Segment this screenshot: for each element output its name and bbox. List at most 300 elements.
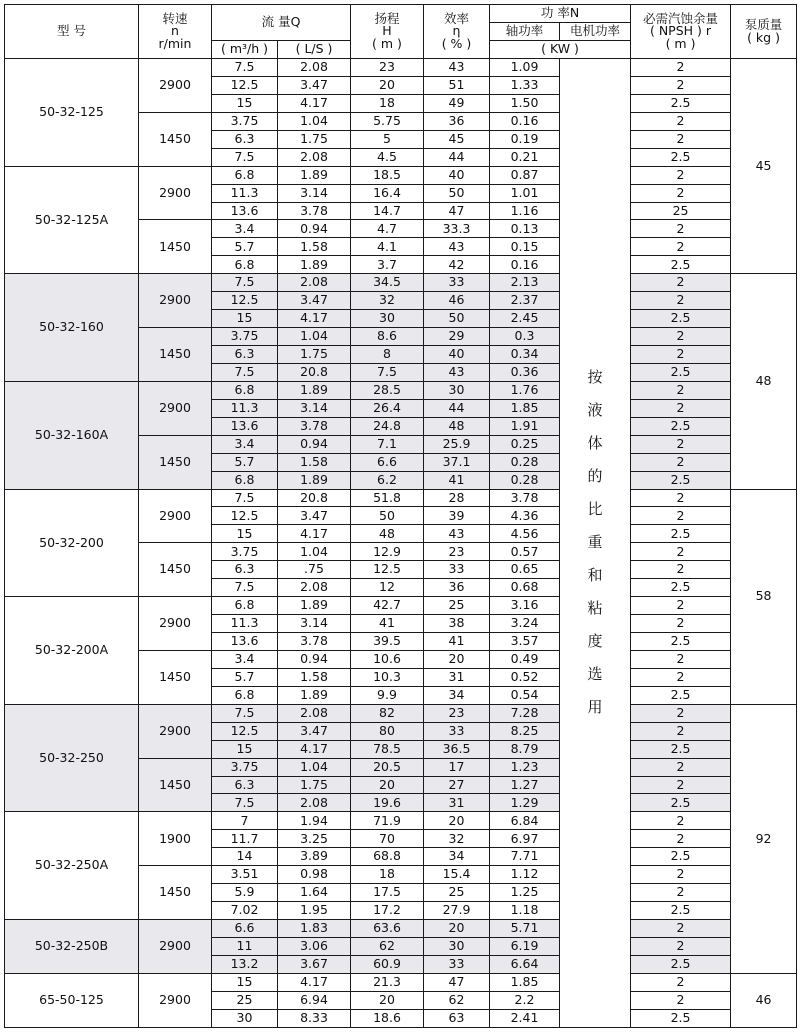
speed-cell: 2900	[139, 597, 212, 651]
value-h: 18	[351, 866, 424, 884]
value-npsh: 2	[631, 937, 731, 955]
speed-cell: 2900	[139, 381, 212, 435]
speed-cell: 1450	[139, 435, 212, 489]
value-npsh: 2	[631, 220, 731, 238]
value-ls: 1.64	[278, 884, 351, 902]
value-q: 12.5	[212, 292, 278, 310]
speed-cell: 1450	[139, 112, 212, 166]
value-q: 6.3	[212, 776, 278, 794]
header-model: 型 号	[5, 5, 139, 59]
value-ls: 4.17	[278, 94, 351, 112]
value-eff: 27.9	[424, 902, 490, 920]
value-q: 11	[212, 937, 278, 955]
speed-cell: 1450	[139, 328, 212, 382]
value-ls: 4.17	[278, 310, 351, 328]
value-ls: 1.89	[278, 166, 351, 184]
table-row	[5, 704, 797, 722]
value-npsh: 2	[631, 507, 731, 525]
value-eff: 62	[424, 991, 490, 1009]
value-h: 3.7	[351, 256, 424, 274]
value-eff: 25	[424, 597, 490, 615]
value-p: 0.54	[490, 686, 560, 704]
value-q: 11.7	[212, 830, 278, 848]
value-p: 0.34	[490, 346, 560, 364]
value-p: 1.25	[490, 884, 560, 902]
value-npsh: 2	[631, 668, 731, 686]
value-q: 6.8	[212, 471, 278, 489]
model-cell: 50-32-250B	[5, 920, 139, 974]
value-ls: 1.04	[278, 328, 351, 346]
value-p: 4.56	[490, 525, 560, 543]
value-q: 7.5	[212, 148, 278, 166]
value-h: 4.7	[351, 220, 424, 238]
value-q: 15	[212, 525, 278, 543]
value-q: 6.3	[212, 130, 278, 148]
value-eff: 46	[424, 292, 490, 310]
speed-cell: 1450	[139, 543, 212, 597]
value-q: 7.5	[212, 579, 278, 597]
value-p: 0.21	[490, 148, 560, 166]
pump-performance-table	[4, 4, 797, 1028]
value-p: 0.87	[490, 166, 560, 184]
value-npsh: 2.5	[631, 740, 731, 758]
value-h: 78.5	[351, 740, 424, 758]
value-eff: 30	[424, 937, 490, 955]
value-q: 11.3	[212, 399, 278, 417]
value-npsh: 2.5	[631, 1009, 731, 1027]
value-q: 6.8	[212, 381, 278, 399]
value-npsh: 2	[631, 561, 731, 579]
value-h: 8	[351, 346, 424, 364]
value-q: 3.75	[212, 543, 278, 561]
value-ls: 2.08	[278, 59, 351, 77]
value-p: 3.57	[490, 633, 560, 651]
value-q: 15	[212, 94, 278, 112]
value-eff: 50	[424, 184, 490, 202]
value-ls: 20.8	[278, 363, 351, 381]
value-eff: 44	[424, 148, 490, 166]
header-efficiency: 效率 η ( % )	[424, 5, 490, 59]
speed-cell: 1900	[139, 812, 212, 866]
value-eff: 20	[424, 920, 490, 938]
value-q: 25	[212, 991, 278, 1009]
value-eff: 47	[424, 973, 490, 991]
mass-cell: 48	[731, 274, 797, 489]
value-eff: 29	[424, 328, 490, 346]
mass-cell: 46	[731, 973, 797, 1027]
value-npsh: 2.5	[631, 848, 731, 866]
value-p: 7.71	[490, 848, 560, 866]
value-npsh: 2	[631, 704, 731, 722]
value-q: 13.6	[212, 633, 278, 651]
value-npsh: 2	[631, 830, 731, 848]
value-p: 0.25	[490, 435, 560, 453]
value-eff: 31	[424, 794, 490, 812]
value-h: 18.5	[351, 166, 424, 184]
value-ls: 1.89	[278, 381, 351, 399]
value-ls: 2.08	[278, 704, 351, 722]
value-eff: 33	[424, 561, 490, 579]
value-npsh: 2	[631, 489, 731, 507]
value-q: 3.51	[212, 866, 278, 884]
value-q: 5.7	[212, 668, 278, 686]
mass-cell: 58	[731, 489, 797, 704]
value-h: 68.8	[351, 848, 424, 866]
value-h: 26.4	[351, 399, 424, 417]
value-h: 9.9	[351, 686, 424, 704]
value-ls: 1.89	[278, 686, 351, 704]
model-cell: 50-32-160	[5, 274, 139, 382]
value-eff: 25.9	[424, 435, 490, 453]
table-body	[5, 59, 797, 1028]
value-q: 15	[212, 310, 278, 328]
value-p: 0.19	[490, 130, 560, 148]
value-h: 20	[351, 991, 424, 1009]
value-npsh: 2	[631, 991, 731, 1009]
value-eff: 23	[424, 704, 490, 722]
value-h: 50	[351, 507, 424, 525]
value-q: 13.6	[212, 202, 278, 220]
value-eff: 33	[424, 955, 490, 973]
value-ls: 3.47	[278, 76, 351, 94]
value-eff: 15.4	[424, 866, 490, 884]
value-eff: 48	[424, 417, 490, 435]
speed-cell: 2900	[139, 274, 212, 328]
header-mass: 泵质量 ( kg )	[731, 5, 797, 59]
value-eff: 36	[424, 579, 490, 597]
value-p: 1.12	[490, 866, 560, 884]
value-h: 17.2	[351, 902, 424, 920]
value-ls: 2.08	[278, 148, 351, 166]
value-p: 0.28	[490, 453, 560, 471]
mass-cell: 45	[731, 59, 797, 274]
value-h: 14.7	[351, 202, 424, 220]
value-p: 6.97	[490, 830, 560, 848]
value-q: 7.5	[212, 59, 278, 77]
value-p: 1.85	[490, 399, 560, 417]
value-p: 1.33	[490, 76, 560, 94]
value-p: 0.13	[490, 220, 560, 238]
model-cell: 50-32-125A	[5, 166, 139, 274]
header-npsh: 必需汽蚀余量 ( NPSH ) r ( m )	[631, 5, 731, 59]
header-head: 扬程 H ( m )	[351, 5, 424, 59]
value-eff: 23	[424, 543, 490, 561]
value-h: 42.7	[351, 597, 424, 615]
value-h: 62	[351, 937, 424, 955]
table-row	[5, 489, 797, 507]
model-cell: 50-32-160A	[5, 381, 139, 489]
value-ls: 1.94	[278, 812, 351, 830]
value-h: 18	[351, 94, 424, 112]
value-ls: 1.95	[278, 902, 351, 920]
motor-power-note-char: 度	[587, 632, 603, 651]
value-p: 0.68	[490, 579, 560, 597]
value-p: 0.57	[490, 543, 560, 561]
value-npsh: 2	[631, 435, 731, 453]
value-q: 5.9	[212, 884, 278, 902]
value-p: 5.71	[490, 920, 560, 938]
motor-power-note-char: 粘	[587, 599, 603, 618]
value-eff: 47	[424, 202, 490, 220]
value-eff: 40	[424, 166, 490, 184]
value-npsh: 2	[631, 76, 731, 94]
value-h: 51.8	[351, 489, 424, 507]
value-h: 6.2	[351, 471, 424, 489]
value-eff: 31	[424, 668, 490, 686]
value-q: 3.4	[212, 435, 278, 453]
value-p: 0.65	[490, 561, 560, 579]
value-ls: 2.08	[278, 579, 351, 597]
value-p: 3.78	[490, 489, 560, 507]
motor-power-note-char: 的	[587, 467, 603, 486]
table-row	[5, 274, 797, 292]
value-npsh: 2.5	[631, 525, 731, 543]
value-ls: 1.89	[278, 597, 351, 615]
value-p: 2.45	[490, 310, 560, 328]
value-h: 5.75	[351, 112, 424, 130]
value-npsh: 2	[631, 812, 731, 830]
model-cell: 50-32-250	[5, 704, 139, 812]
speed-cell: 1450	[139, 758, 212, 812]
pump-performance-table-container	[4, 4, 797, 1028]
value-ls: 0.94	[278, 220, 351, 238]
value-eff: 20	[424, 812, 490, 830]
value-h: 20	[351, 776, 424, 794]
speed-cell: 2900	[139, 489, 212, 543]
value-h: 32	[351, 292, 424, 310]
value-q: 3.75	[212, 758, 278, 776]
value-ls: 3.47	[278, 292, 351, 310]
motor-power-note-char: 用	[587, 698, 603, 717]
motor-power-note-text	[560, 370, 630, 715]
value-ls: 3.67	[278, 955, 351, 973]
value-npsh: 2	[631, 292, 731, 310]
value-npsh: 2	[631, 866, 731, 884]
value-ls: 3.14	[278, 399, 351, 417]
speed-cell: 1450	[139, 220, 212, 274]
table-row	[5, 812, 797, 830]
model-cell: 50-32-250A	[5, 812, 139, 920]
value-p: 2.37	[490, 292, 560, 310]
value-npsh: 2	[631, 328, 731, 346]
value-p: 1.09	[490, 59, 560, 77]
value-ls: 3.89	[278, 848, 351, 866]
value-eff: 43	[424, 238, 490, 256]
value-h: 10.3	[351, 668, 424, 686]
value-npsh: 2.5	[631, 94, 731, 112]
value-h: 17.5	[351, 884, 424, 902]
value-q: 13.6	[212, 417, 278, 435]
value-h: 23	[351, 59, 424, 77]
value-p: 3.16	[490, 597, 560, 615]
value-q: 3.4	[212, 220, 278, 238]
value-h: 60.9	[351, 955, 424, 973]
motor-power-note-char: 按	[587, 368, 603, 387]
value-ls: 3.78	[278, 633, 351, 651]
value-p: 1.29	[490, 794, 560, 812]
value-h: 30	[351, 310, 424, 328]
value-npsh: 2.5	[631, 633, 731, 651]
motor-power-note-char: 液	[587, 401, 603, 420]
value-eff: 27	[424, 776, 490, 794]
value-p: 2.2	[490, 991, 560, 1009]
value-ls: 1.75	[278, 776, 351, 794]
value-h: 24.8	[351, 417, 424, 435]
value-eff: 28	[424, 489, 490, 507]
value-ls: 2.08	[278, 794, 351, 812]
value-ls: 0.94	[278, 435, 351, 453]
value-h: 18.6	[351, 1009, 424, 1027]
value-npsh: 25	[631, 202, 731, 220]
motor-power-note-char: 比	[587, 500, 603, 519]
header-speed: 转速 n r/min	[139, 5, 212, 59]
value-npsh: 2	[631, 184, 731, 202]
value-eff: 49	[424, 94, 490, 112]
value-h: 7.5	[351, 363, 424, 381]
value-q: 6.8	[212, 166, 278, 184]
value-ls: 4.17	[278, 525, 351, 543]
value-npsh: 2.5	[631, 471, 731, 489]
value-q: 6.6	[212, 920, 278, 938]
value-eff: 43	[424, 525, 490, 543]
value-h: 34.5	[351, 274, 424, 292]
value-eff: 44	[424, 399, 490, 417]
value-p: 0.36	[490, 363, 560, 381]
value-h: 28.5	[351, 381, 424, 399]
value-p: 6.64	[490, 955, 560, 973]
value-npsh: 2	[631, 59, 731, 77]
value-q: 7.5	[212, 489, 278, 507]
speed-cell: 1450	[139, 650, 212, 704]
value-p: 3.24	[490, 615, 560, 633]
value-q: 6.8	[212, 597, 278, 615]
motor-power-note	[560, 59, 631, 1028]
value-h: 19.6	[351, 794, 424, 812]
value-eff: 30	[424, 381, 490, 399]
model-cell: 50-32-200A	[5, 597, 139, 705]
speed-cell: 2900	[139, 920, 212, 974]
value-q: 7.02	[212, 902, 278, 920]
speed-cell: 2900	[139, 166, 212, 220]
value-h: 71.9	[351, 812, 424, 830]
value-q: 3.4	[212, 650, 278, 668]
value-npsh: 2	[631, 238, 731, 256]
value-eff: 25	[424, 884, 490, 902]
value-p: 1.50	[490, 94, 560, 112]
value-q: 15	[212, 973, 278, 991]
value-ls: 1.89	[278, 471, 351, 489]
header-power: 功 率N	[490, 5, 631, 23]
value-p: 6.19	[490, 937, 560, 955]
value-eff: 39	[424, 507, 490, 525]
value-ls: 1.04	[278, 543, 351, 561]
value-npsh: 2	[631, 346, 731, 364]
value-ls: 3.14	[278, 184, 351, 202]
value-h: 7.1	[351, 435, 424, 453]
value-h: 4.1	[351, 238, 424, 256]
table-row	[5, 597, 797, 615]
value-h: 48	[351, 525, 424, 543]
value-npsh: 2	[631, 543, 731, 561]
value-p: 6.84	[490, 812, 560, 830]
value-ls: 0.94	[278, 650, 351, 668]
value-npsh: 2.5	[631, 902, 731, 920]
value-q: 3.75	[212, 328, 278, 346]
value-eff: 36	[424, 112, 490, 130]
value-h: 82	[351, 704, 424, 722]
value-h: 12.5	[351, 561, 424, 579]
value-q: 5.7	[212, 238, 278, 256]
value-eff: 42	[424, 256, 490, 274]
table-row	[5, 59, 797, 77]
header-motor-power: 电机功率	[560, 23, 631, 41]
value-npsh: 2	[631, 274, 731, 292]
value-eff: 41	[424, 471, 490, 489]
value-h: 16.4	[351, 184, 424, 202]
table-row	[5, 973, 797, 991]
value-npsh: 2.5	[631, 955, 731, 973]
value-q: 7.5	[212, 704, 278, 722]
value-eff: 33	[424, 722, 490, 740]
value-ls: 3.78	[278, 202, 351, 220]
value-eff: 41	[424, 633, 490, 651]
value-ls: 3.14	[278, 615, 351, 633]
value-ls: 1.75	[278, 346, 351, 364]
value-ls: 2.08	[278, 274, 351, 292]
table-row	[5, 920, 797, 938]
value-ls: 8.33	[278, 1009, 351, 1027]
value-h: 10.6	[351, 650, 424, 668]
value-h: 12.9	[351, 543, 424, 561]
header-power-unit: ( KW )	[490, 41, 631, 59]
value-h: 5	[351, 130, 424, 148]
value-p: 0.28	[490, 471, 560, 489]
value-q: 12.5	[212, 507, 278, 525]
value-ls: 3.78	[278, 417, 351, 435]
value-eff: 33.3	[424, 220, 490, 238]
value-ls: 4.17	[278, 973, 351, 991]
value-q: 7.5	[212, 363, 278, 381]
value-npsh: 2.5	[631, 686, 731, 704]
value-eff: 34	[424, 686, 490, 704]
value-npsh: 2	[631, 776, 731, 794]
value-h: 63.6	[351, 920, 424, 938]
value-npsh: 2.5	[631, 417, 731, 435]
value-eff: 45	[424, 130, 490, 148]
value-p: 1.85	[490, 973, 560, 991]
motor-power-note-char: 选	[587, 665, 603, 684]
value-q: 11.3	[212, 184, 278, 202]
model-cell: 65-50-125	[5, 973, 139, 1027]
value-npsh: 2	[631, 381, 731, 399]
value-npsh: 2.5	[631, 363, 731, 381]
value-npsh: 2	[631, 758, 731, 776]
value-ls: 6.94	[278, 991, 351, 1009]
value-p: 1.27	[490, 776, 560, 794]
motor-power-note-char: 和	[587, 566, 603, 585]
value-ls: 3.47	[278, 507, 351, 525]
value-h: 12	[351, 579, 424, 597]
value-ls: 1.04	[278, 758, 351, 776]
value-p: 1.01	[490, 184, 560, 202]
model-cell: 50-32-200	[5, 489, 139, 597]
value-npsh: 2	[631, 453, 731, 471]
value-p: 1.76	[490, 381, 560, 399]
value-npsh: 2.5	[631, 579, 731, 597]
speed-cell: 2900	[139, 59, 212, 113]
table-header	[5, 5, 797, 59]
table-row	[5, 381, 797, 399]
